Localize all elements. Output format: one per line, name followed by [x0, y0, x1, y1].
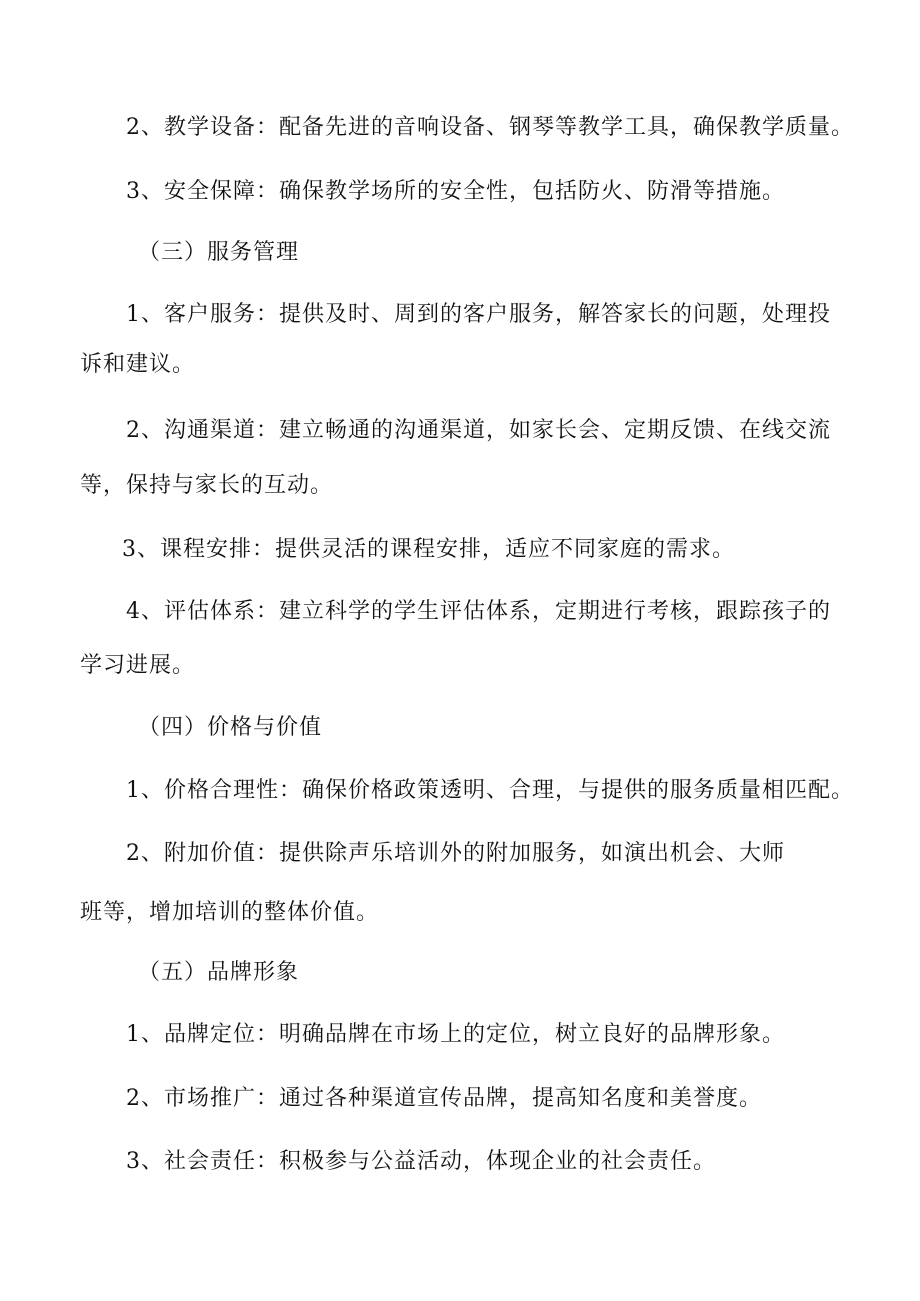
paragraph-safety: 3、安全保障：确保教学场所的安全性，包括防火、防滑等措施。	[126, 179, 785, 204]
paragraph-added-value: 2、附加价值：提供除声乐培训外的附加服务，如演出机会、大师	[126, 841, 785, 866]
paragraph-teaching-equipment: 2、教学设备：配备先进的音响设备、钢琴等教学工具，确保教学质量。	[126, 115, 854, 140]
paragraph-marketing: 2、市场推广：通过各种渠道宣传品牌，提高知名度和美誉度。	[126, 1086, 762, 1111]
paragraph-course-schedule: 3、课程安排：提供灵活的课程安排，适应不同家庭的需求。	[122, 537, 735, 562]
paragraph-added-value-cont: 班等，增加培训的整体价值。	[80, 900, 380, 925]
paragraph-assessment-cont: 学习进展。	[80, 653, 196, 678]
paragraph-brand-positioning: 1、品牌定位：明确品牌在市场上的定位，树立良好的品牌形象。	[126, 1022, 785, 1047]
paragraph-social-responsibility: 3、社会责任：积极参与公益活动，体现企业的社会责任。	[126, 1149, 716, 1174]
section-heading-price-value: （四）价格与价值	[138, 715, 323, 740]
paragraph-assessment: 4、评估体系：建立科学的学生评估体系，定期进行考核，跟踪孩子的	[126, 599, 831, 624]
paragraph-customer-service: 1、客户服务：提供及时、周到的客户服务，解答家长的问题，处理投	[126, 302, 831, 327]
paragraph-communication-cont: 等，保持与家长的互动。	[80, 473, 334, 498]
paragraph-customer-service-cont: 诉和建议。	[80, 352, 196, 377]
section-heading-service-management: （三）服务管理	[138, 240, 300, 265]
paragraph-communication: 2、沟通渠道：建立畅通的沟通渠道，如家长会、定期反馈、在线交流	[126, 418, 831, 443]
section-heading-brand-image: （五）品牌形象	[138, 960, 300, 985]
paragraph-price-reasonable: 1、价格合理性：确保价格政策透明、合理，与提供的服务质量相匹配。	[126, 778, 854, 803]
